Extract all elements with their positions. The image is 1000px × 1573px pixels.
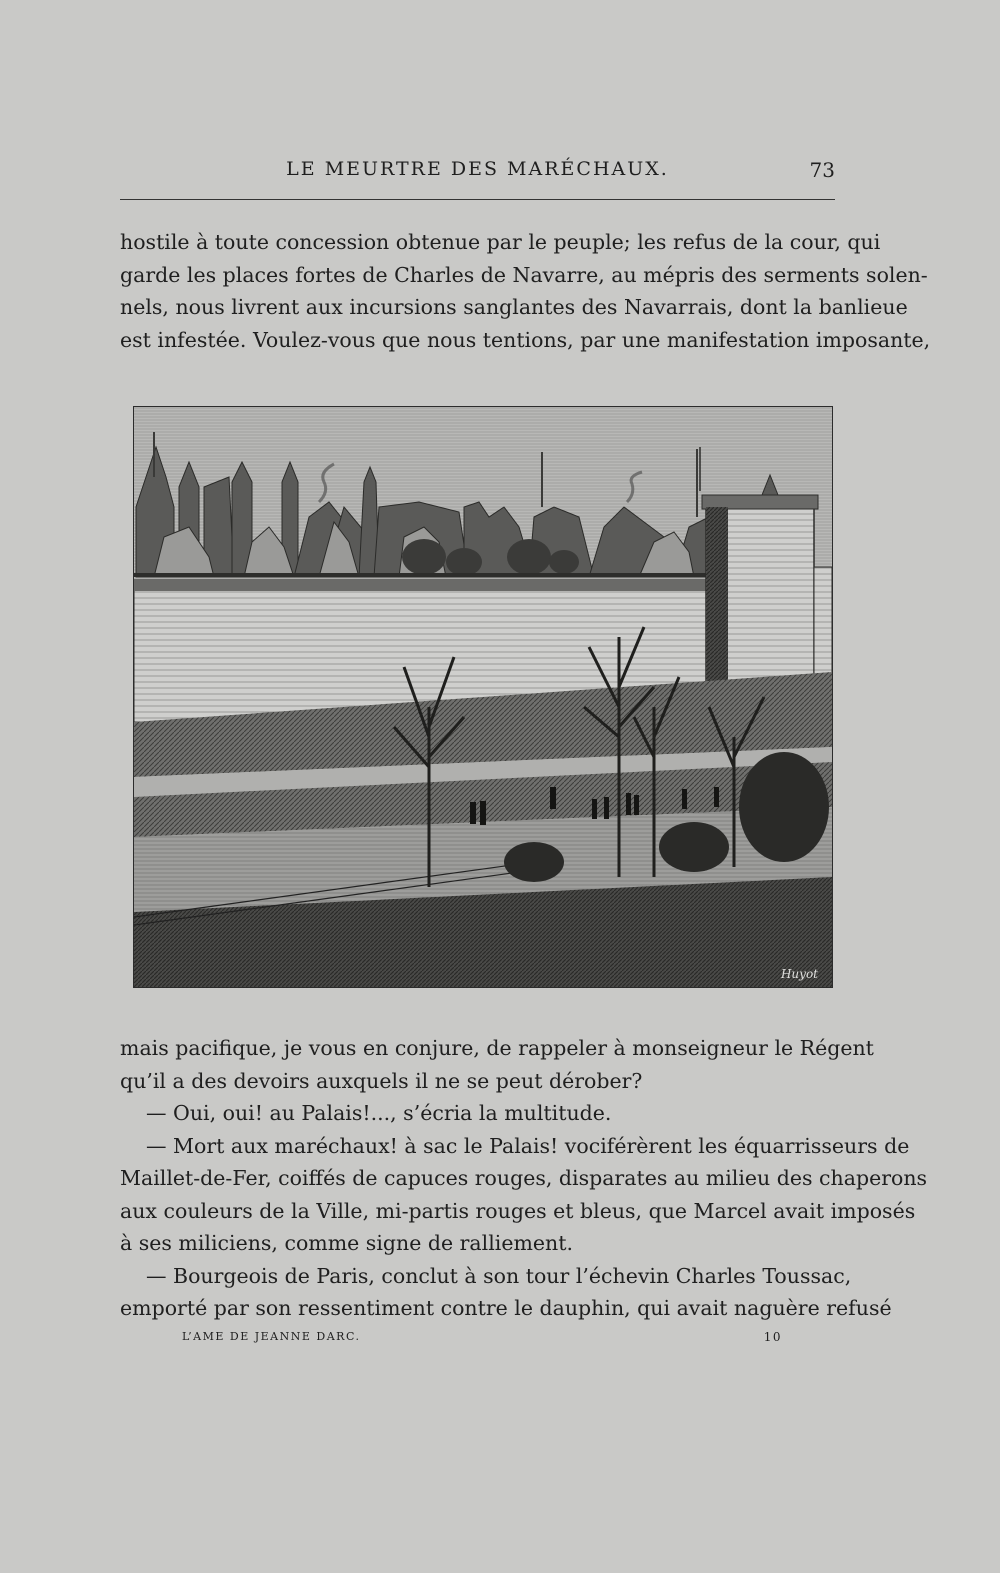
engraver-signature: Huyot xyxy=(780,967,818,981)
text-line: à ses miliciens, comme signe de ralliement. xyxy=(120,1231,573,1255)
text-line: emporté par son ressentiment contre le dauphin, qui avait naguère refusé xyxy=(120,1296,892,1320)
header-rule xyxy=(120,199,835,200)
text-line: est infestée. Voulez-vous que nous tentions, par une manifestation imposante, xyxy=(120,327,931,352)
engraving-drawing xyxy=(134,407,832,987)
paragraph-bottom xyxy=(120,1032,928,1325)
paragraph-top xyxy=(120,226,931,356)
text-line: — Bourgeois de Paris, conclut à son tour l’échevin Charles Toussac, xyxy=(146,1263,852,1288)
text-line: — Mort aux maréchaux! à sac le Palais! vociférèrent les équarrisseurs de xyxy=(146,1133,910,1158)
text-line: aux couleurs de la Ville, mi-partis rouges et bleus, que Marcel avait imposés xyxy=(120,1198,916,1223)
sheet-number: 10 xyxy=(763,1330,782,1344)
text-line: qu’il a des devoirs auxquels il ne se peut dérober? xyxy=(120,1068,643,1093)
running-head xyxy=(120,156,835,186)
text-line: hostile à toute concession obtenue par le peuple; les refus de la cour, qui xyxy=(120,230,881,254)
text-line: Maillet-de-Fer, coiffés de capuces rouges, disparates au milieu des chaperons xyxy=(120,1166,928,1190)
page-number: 73 xyxy=(809,158,835,182)
text-line: mais pacifique, je vous en conjure, de rappeler à monseigneur le Régent xyxy=(120,1036,874,1060)
page-footer xyxy=(182,1330,802,1350)
text-line: — Oui, oui! au Palais!..., s’écria la multitude. xyxy=(146,1101,612,1125)
text-line: nels, nous livrent aux incursions sanglantes des Navarrais, dont la banlieue xyxy=(120,295,908,319)
running-title: LE MEURTRE DES MARÉCHAUX. xyxy=(286,158,669,180)
engraving-illustration xyxy=(133,406,833,988)
text-line: garde les places fortes de Charles de Navarre, au mépris des serments solen- xyxy=(120,262,928,287)
signature-mark: L’AME DE JEANNE DARC. xyxy=(182,1330,361,1343)
